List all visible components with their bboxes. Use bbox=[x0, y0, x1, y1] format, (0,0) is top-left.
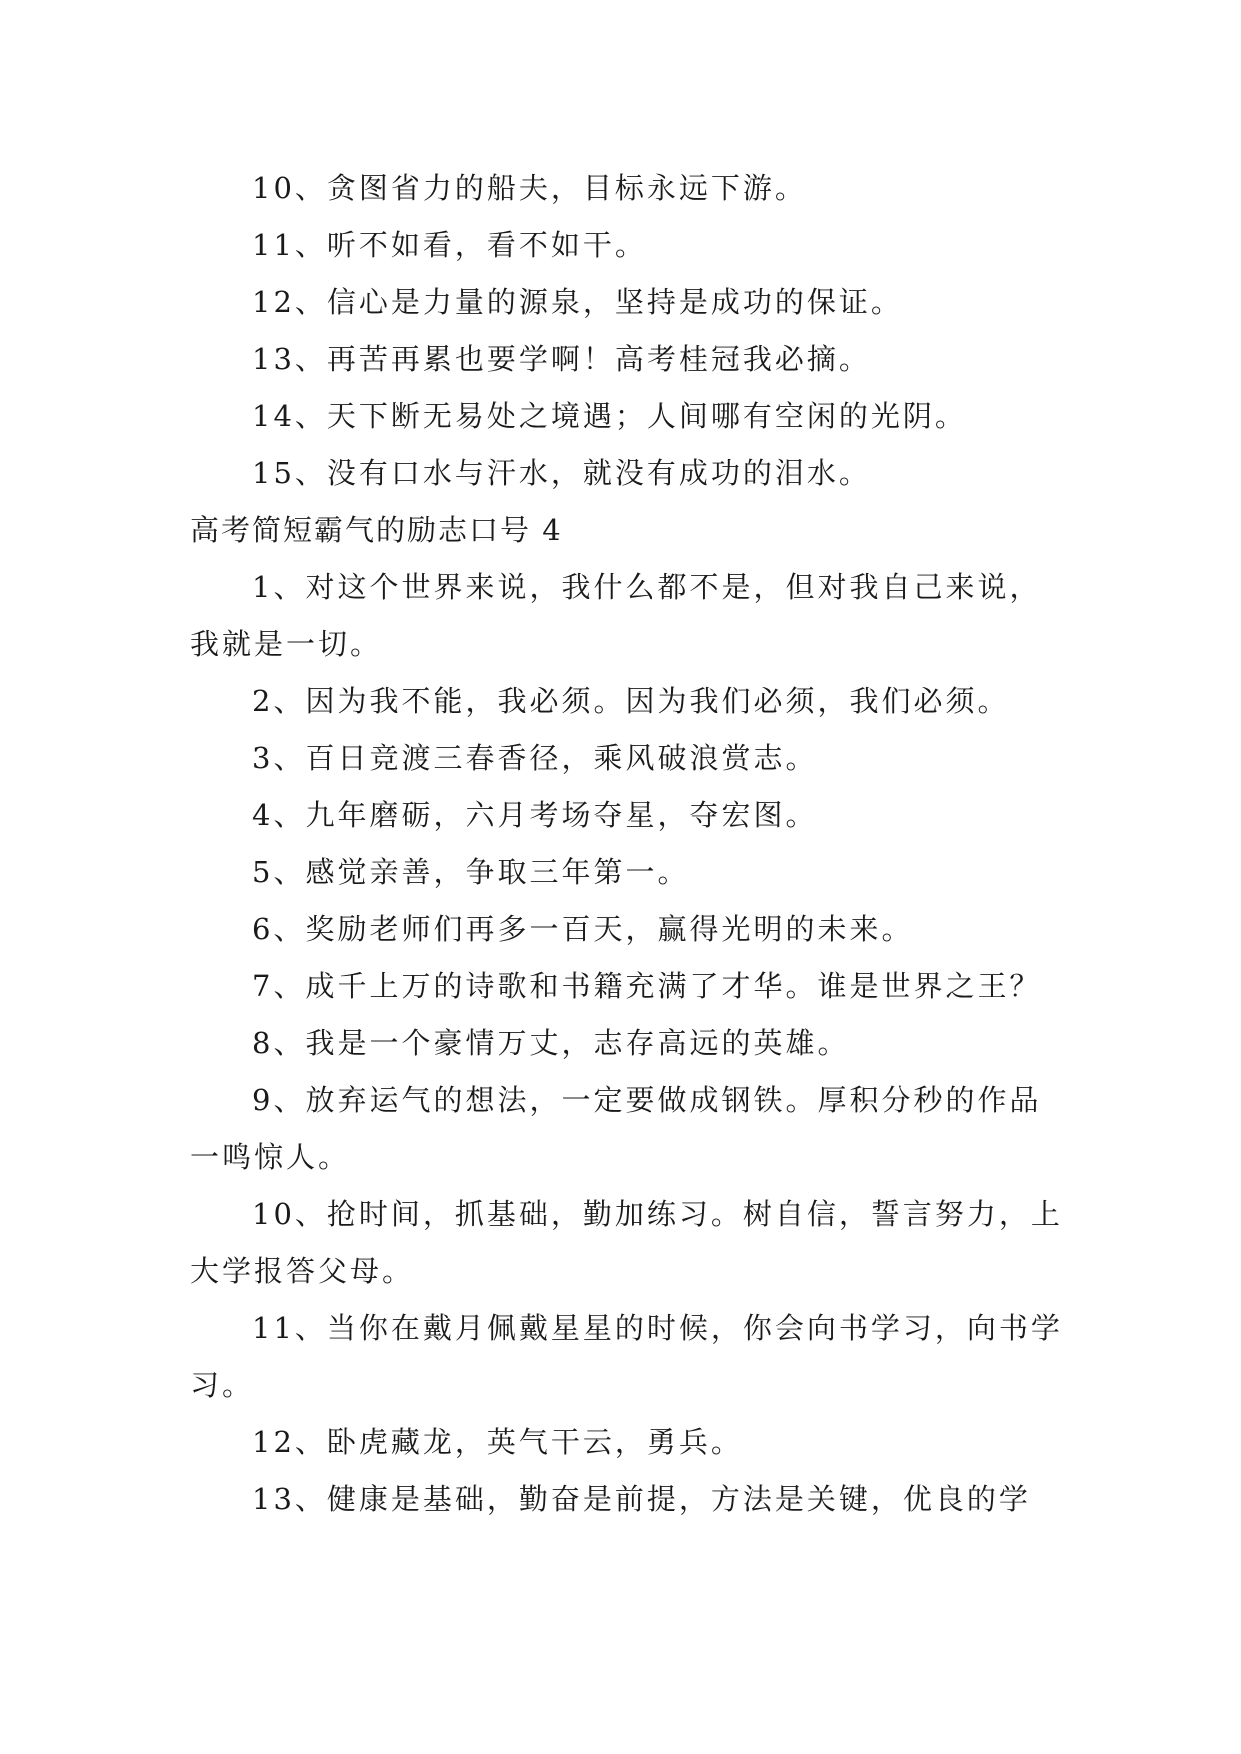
list-item: 12、信心是力量的源泉，坚持是成功的保证。 bbox=[252, 285, 903, 319]
list-item: 2、因为我不能，我必须。因为我们必须，我们必须。 bbox=[252, 684, 1010, 718]
list-item: 4、九年磨砺，六月考场夺星，夺宏图。 bbox=[252, 798, 818, 832]
list-item: 3、百日竞渡三春香径，乘风破浪赏志。 bbox=[252, 741, 818, 775]
document-body bbox=[190, 160, 1070, 1528]
list-item: 1、对这个世界来说，我什么都不是，但对我自己来说，我就是一切。 bbox=[190, 570, 1042, 661]
list-item: 10、贪图省力的船夫，目标永远下游。 bbox=[252, 171, 807, 205]
list-item: 13、健康是基础，勤奋是前提，方法是关键，优良的学 bbox=[252, 1482, 1031, 1516]
list-item: 13、再苦再累也要学啊！高考桂冠我必摘。 bbox=[252, 342, 871, 376]
list-item: 9、放弃运气的想法，一定要做成钢铁。厚积分秒的作品一鸣惊人。 bbox=[190, 1083, 1042, 1174]
list-item: 11、当你在戴月佩戴星星的时候，你会向书学习，向书学习。 bbox=[190, 1311, 1063, 1402]
section-heading: 高考简短霸气的励志口号 4 bbox=[190, 513, 563, 547]
list-item: 7、成千上万的诗歌和书籍充满了才华。谁是世界之王？ bbox=[252, 969, 1042, 1003]
list-item: 6、奖励老师们再多一百天，赢得光明的未来。 bbox=[252, 912, 914, 946]
list-item: 11、听不如看，看不如干。 bbox=[252, 228, 647, 262]
list-item: 8、我是一个豪情万丈，志存高远的英雄。 bbox=[252, 1026, 850, 1060]
list-item: 15、没有口水与汗水，就没有成功的泪水。 bbox=[252, 456, 871, 490]
list-item: 5、感觉亲善，争取三年第一。 bbox=[252, 855, 690, 889]
list-item: 10、抢时间，抓基础，勤加练习。树自信，誓言努力，上大学报答父母。 bbox=[190, 1197, 1063, 1288]
list-item: 12、卧虎藏龙，英气干云，勇兵。 bbox=[252, 1425, 743, 1459]
list-item: 14、天下断无易处之境遇；人间哪有空闲的光阴。 bbox=[252, 399, 967, 433]
